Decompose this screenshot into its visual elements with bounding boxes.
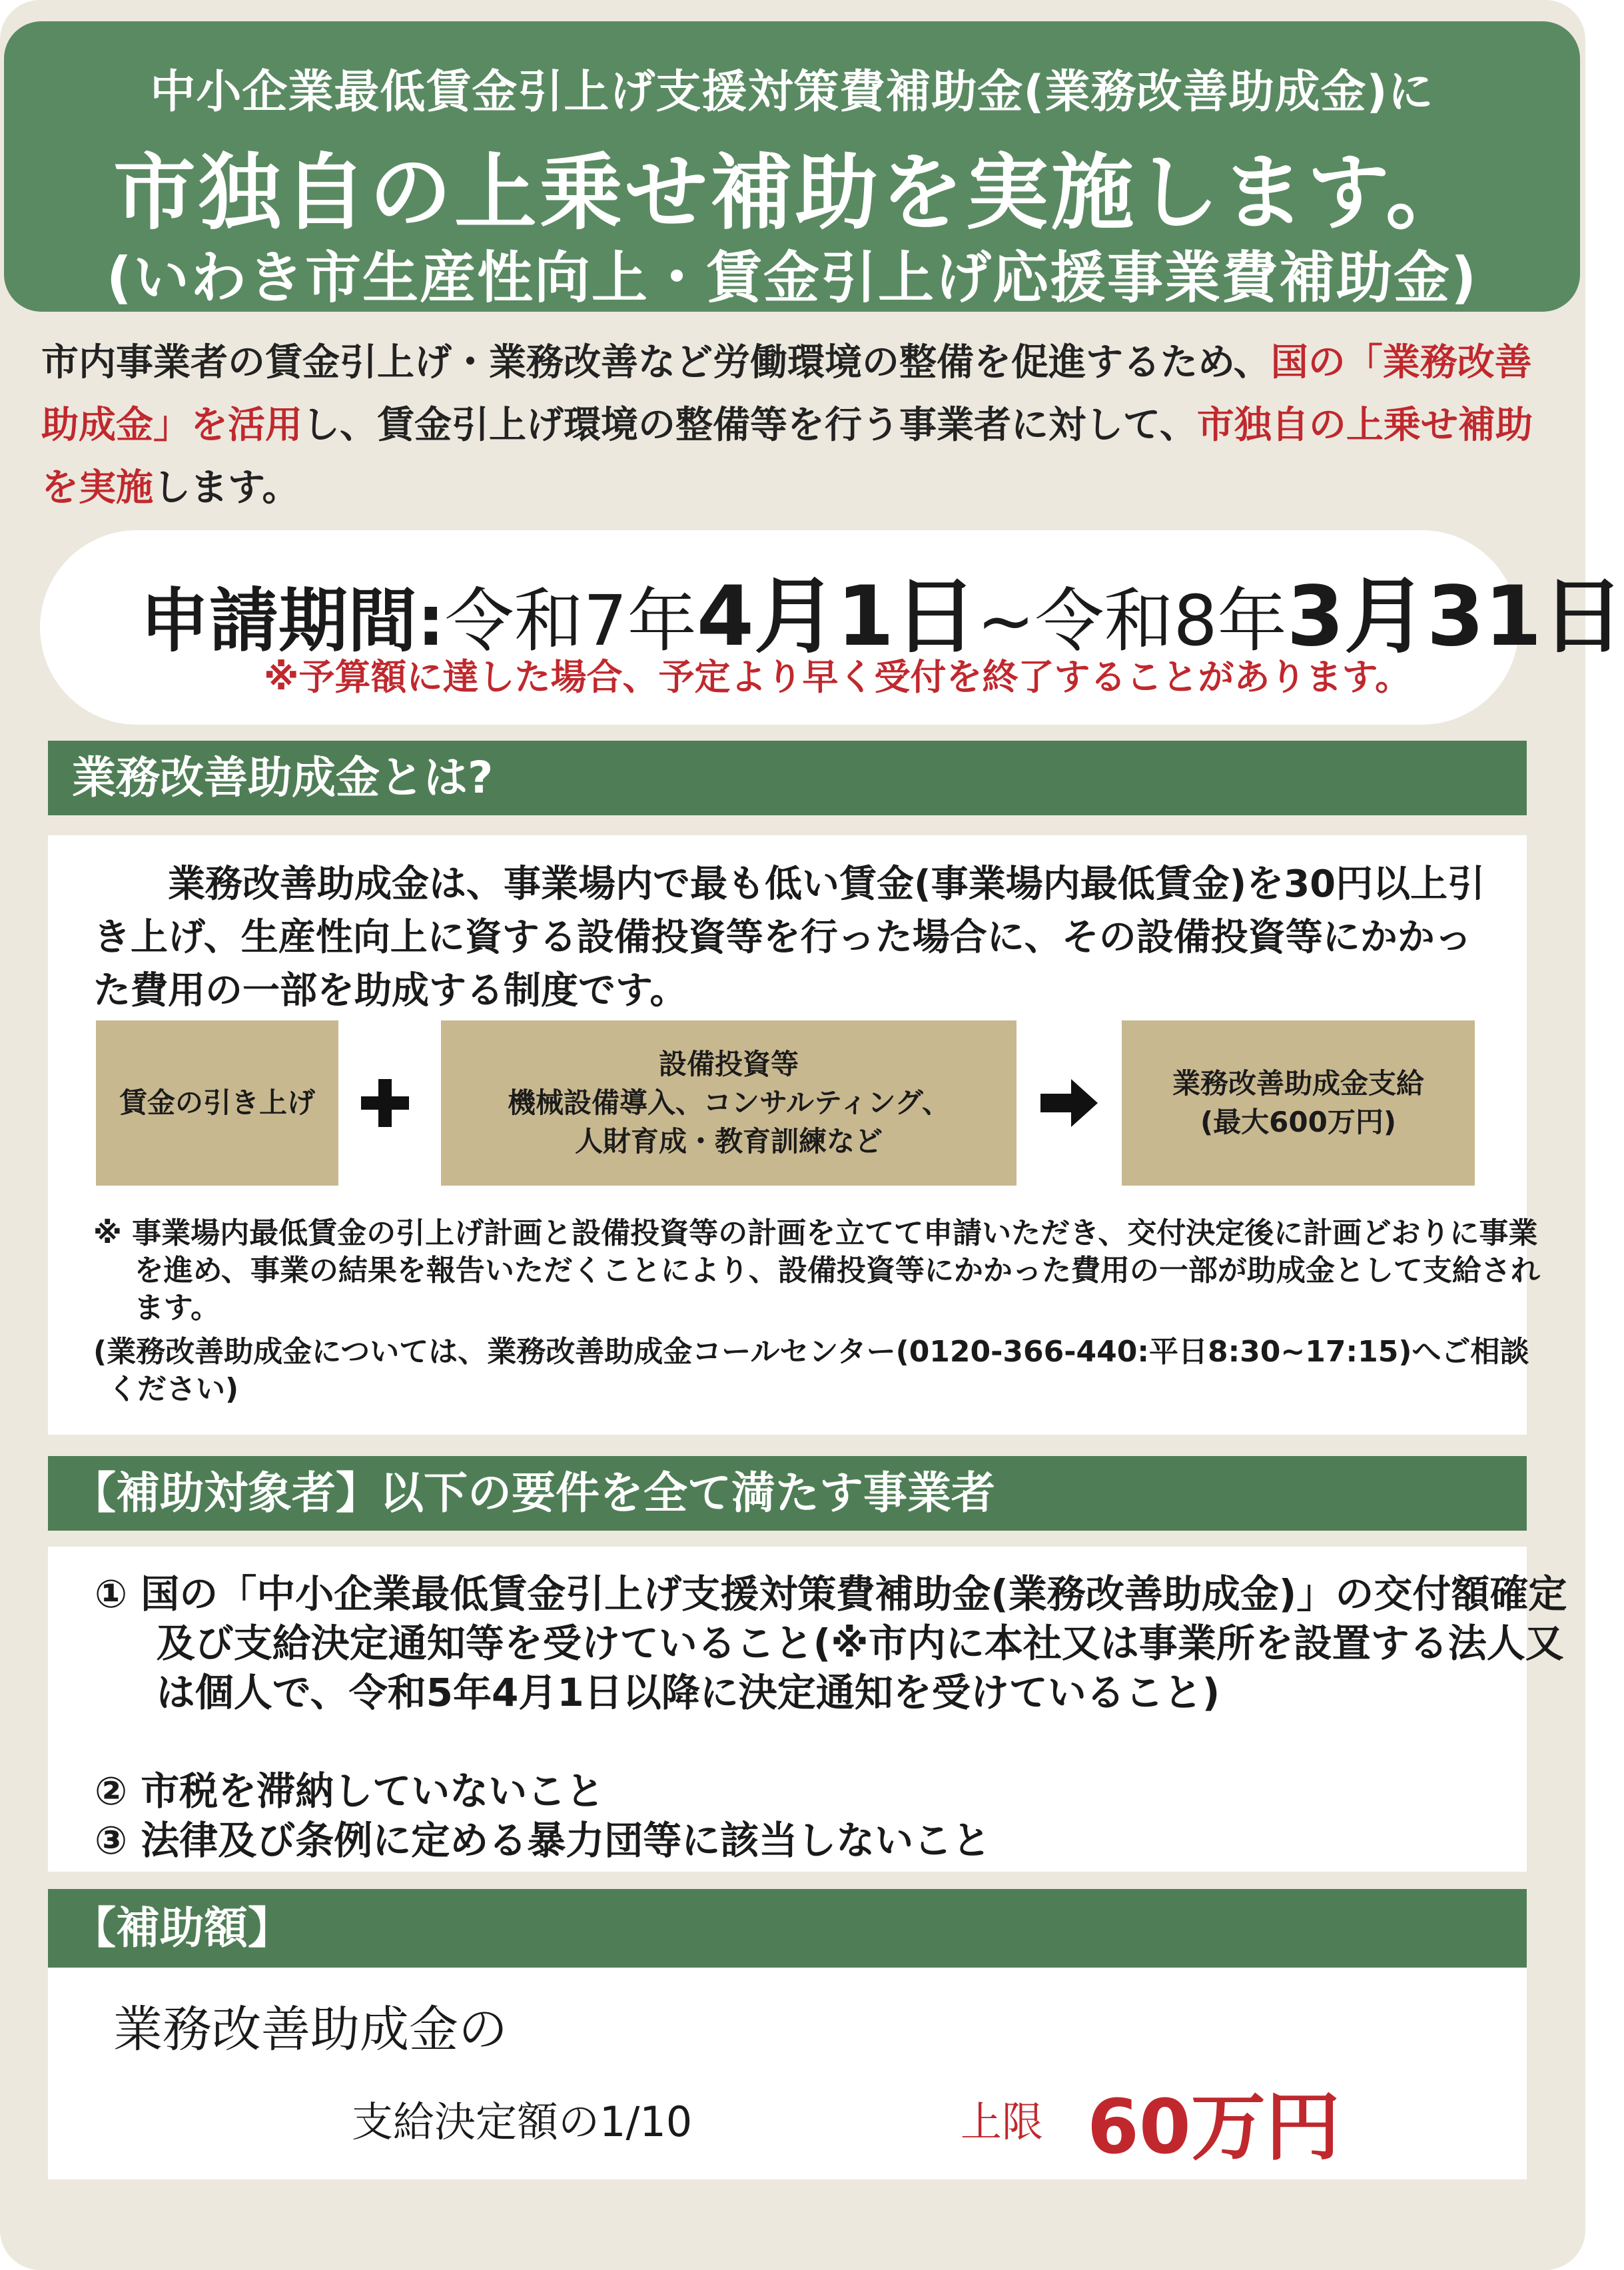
period-start-date: 4月1日 <box>696 569 977 665</box>
intro-highlight-2: 市独自の上乗せ補助を実施 <box>41 404 1533 510</box>
flow-step-wage-label: 賃金の引き上げ <box>119 1086 315 1119</box>
intro-text-2: し、賃金引上げ環境の整備等を行う事業者に対して、 <box>302 404 1197 447</box>
intro-text-3: します。 <box>153 466 300 510</box>
section-about-body <box>48 835 1540 1435</box>
period-note: ※予算額に達した場合、予定より早く受付を終了することがあります。 <box>264 656 1412 698</box>
amount-rate: 支給決定額の1/10 <box>352 2097 693 2146</box>
flow-grant-line1: 業務改善助成金支給 <box>1172 1067 1424 1100</box>
header-title: 市独自の上乗せ補助を実施します。 <box>113 145 1471 241</box>
section-heading-eligibility: 【補助対象者】以下の要件を全て満たす事業者 <box>48 1456 1527 1531</box>
header-program-name: (いわき市生産性向上・賃金引上げ応援事業費補助金) <box>106 245 1478 310</box>
application-period-box <box>40 530 1624 725</box>
about-note-contact: (業務改善助成金については、業務改善助成金コールセンター(0120-366-440:平日8:30~17:15)へご相談ください) <box>93 1335 1529 1406</box>
amount-limit-label: 上限 <box>961 2097 1044 2146</box>
amount-limit-value: 60万円 <box>1087 2084 1340 2171</box>
eligibility-item-2: ② 市税を滞納していないこと <box>95 1768 605 1814</box>
section-amount-body <box>48 1968 1527 2179</box>
period-era-end: 令和8年 <box>1034 580 1287 661</box>
flow-investment-line1: 機械設備導入、コンサルティング、 <box>507 1086 951 1119</box>
amount-base-label: 業務改善助成金の <box>113 2001 508 2058</box>
flow-step-wage-increase <box>96 1020 338 1186</box>
header-banner <box>4 21 1580 312</box>
eligibility-item-3: ③ 法律及び条例に定める暴力団等に該当しないこと <box>95 1818 991 1863</box>
header-subtitle: 中小企業最低賃金引上げ支援対策費補助金(業務改善助成金)に <box>150 66 1434 119</box>
eligibility-item-1: ① 国の「中小企業最低賃金引上げ支援対策費補助金(業務改善助成金)」の交付額確定及び支給決定通知等を受けていること(※市内に本社又は事業所を設置する法人又は個人で、令和5年4月1日以降に決定通知を受けていること) <box>95 1571 1567 1715</box>
flow-investment-line2: 人財育成・教育訓練など <box>574 1125 883 1158</box>
flow-investment-title: 設備投資等 <box>658 1048 799 1080</box>
about-description: 業務改善助成金は、事業場内で最も低い賃金(事業場内最低賃金)を30円以上引き上げ、生産性向上に資する設備投資等を行った場合に、その設備投資等にかかった費用の一部を助成する制度です。 <box>93 863 1485 1012</box>
intro-highlight-1: 国の「業務改善助成金」を活用 <box>41 341 1532 447</box>
period-separator: ~ <box>977 580 1035 661</box>
about-note-process: ※ 事業場内最低賃金の引上げ計画と設備投資等の計画を立てて申請いただき、交付決定後に計画どおりに事業を進め、事業の結果を報告いただくことにより、設備投資等にかかった費用の一部が助成金として支給されます。 <box>93 1216 1540 1325</box>
arrow-right-icon <box>1040 1079 1098 1127</box>
flow-grant-line2: (最大600万円) <box>1200 1106 1397 1138</box>
section-heading-about: 業務改善助成金とは? <box>48 741 1527 815</box>
intro-paragraph <box>41 332 1560 520</box>
section-heading-amount: 【補助額】 <box>48 1889 1527 1968</box>
intro-text-1: 市内事業者の賃金引上げ・業務改善など労働環境の整備を促進するため、 <box>41 341 1271 384</box>
section-eligibility-body <box>48 1547 1567 1872</box>
flow-step-grant <box>1122 1020 1475 1186</box>
plus-icon <box>361 1079 409 1127</box>
flow-step-investment <box>441 1020 1016 1186</box>
period-end-date: 3月31日 <box>1286 569 1624 665</box>
period-label: 申請期間: <box>140 580 445 661</box>
period-era-start: 令和7年 <box>444 580 697 661</box>
